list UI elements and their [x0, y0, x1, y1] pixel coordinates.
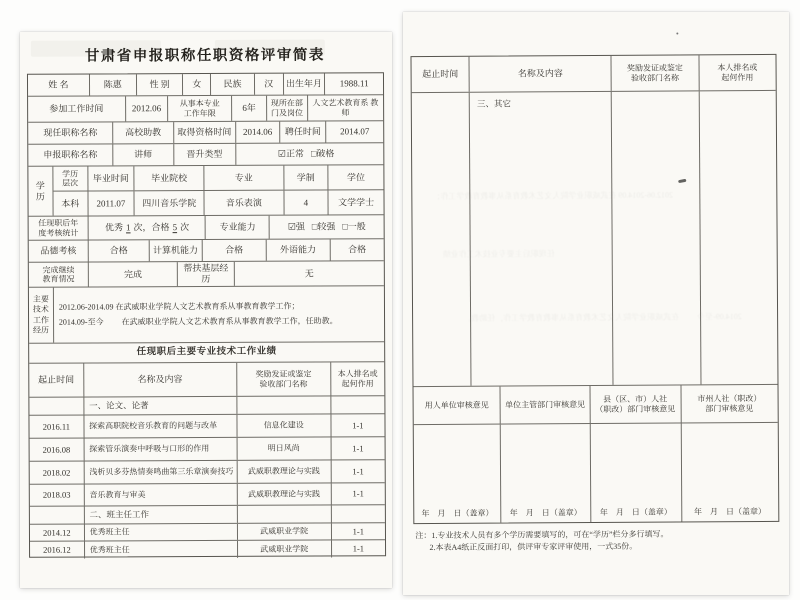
county-hr-stamp-cell: [590, 423, 682, 522]
experience-line-2: 2014.09-至今 在武威职业学院人文艺术教育系从事教育教学工作，任助教。: [58, 315, 338, 327]
ability-options: [270, 215, 384, 238]
achievement-row: [29, 414, 384, 439]
edu-degree-value: 文学学士: [338, 197, 375, 208]
education-grid: [53, 165, 383, 215]
achievement-subheader-row: [30, 505, 385, 525]
work-start-value: 2012.06: [126, 96, 169, 121]
page-right: [403, 12, 789, 595]
grassroots-help-value: 无: [304, 268, 314, 279]
employer-opinion-header: 用人单位审核意见: [414, 387, 502, 425]
achievement-row: [30, 523, 385, 542]
excellent-count: 1: [126, 222, 131, 233]
city-hr-opinion-header: 市州人社（职改） 部门审核意见: [697, 394, 762, 413]
edu-school-header: 毕业院校: [135, 166, 205, 191]
stamp-date-line: 年 月 日（盖章）: [509, 507, 582, 518]
continuation-header-row: [411, 55, 775, 93]
education-block: [28, 165, 383, 217]
ach-rank-cell: [331, 396, 384, 413]
ach-name-cell: 一、论文、论著: [84, 397, 237, 415]
ach-name-cell: 探索管乐演奏中呼吸与口形的作用: [84, 438, 237, 461]
name-label: 姓 名: [28, 75, 90, 96]
ach-name-cell: 音乐教育与审美: [84, 484, 237, 506]
ach-rank-cell: 1-1: [352, 443, 364, 454]
ach-org-cell: 武威职业学院: [238, 523, 332, 539]
assessment-text: 次: [180, 222, 190, 233]
page-left: [20, 32, 392, 588]
ach-rank-header: 本人排名或 起何作用: [717, 63, 758, 82]
ach-rank-cell: 1-1: [352, 488, 364, 499]
stamp-date-line: 年 月 日（盖章）: [693, 506, 767, 516]
edu-level-header: 学历 层次: [53, 167, 88, 192]
row-continuing-education: [29, 261, 384, 288]
assessment-label: 任现职后年 度考核统计: [29, 217, 89, 240]
form-title: 甘肃省申报职称任职资格评审简表: [84, 47, 325, 65]
ach-date-cell: 2018.03: [30, 485, 85, 506]
bleedthrough-text: 2012.06-2014.09 在武威职业学院人文艺术教育系从事教育教学工作；: [432, 190, 674, 201]
years-in-field-value: 6年: [232, 96, 267, 121]
footnote-1: 注：1.专业技术人员有多个学历需要填写的，可在“学历”栏分多行填写。: [415, 529, 669, 541]
ach-rank-cell: 1-1: [352, 420, 364, 431]
hired-date-label: 聘任时间: [280, 121, 326, 142]
ach-date-cell: 2016.12: [30, 542, 85, 559]
footnote-2: 2.本表A4纸正反面打印，供评审专家评审使用，一式35份。: [429, 541, 638, 552]
edu-grad-date-value: 2011.07: [88, 192, 135, 216]
assessment-text: 次，合格: [133, 222, 170, 233]
experience-line-1: 2012.06-2014.09 在武威职业学院人文艺术教育系从事教育教学工作；: [58, 301, 300, 312]
assessment-value: [89, 216, 206, 240]
ach-org-header: 奖励发证或鉴定 验收部门名称: [612, 55, 700, 91]
ach-name-cell: 浅析贝多芬热情奏鸣曲第三乐章演奏技巧: [84, 461, 237, 484]
ach-org-cell: 武威职教理论与实践: [237, 483, 331, 504]
work-start-label: 参加工作时间: [28, 96, 126, 121]
department-label: 现所在部 门及岗位: [267, 96, 308, 121]
row-annual-assessment: [29, 215, 384, 241]
education-data-row: [53, 191, 383, 216]
checkbox-average-unchecked: □一般: [342, 221, 366, 232]
hired-date-value: 2014.07: [340, 126, 370, 137]
checkbox-fairly-strong-unchecked: □较强: [311, 221, 336, 232]
ach-date-cell: 2016.08: [30, 439, 85, 461]
row-achievements-title: [29, 342, 384, 364]
row-other-assessments: [29, 239, 384, 263]
row-work-experience: [29, 286, 384, 344]
moral-value: 合格: [89, 240, 149, 261]
ach-name-cell: 二、班主任工作: [85, 506, 238, 524]
stamp-date-line: 年 月 日（盖章）: [599, 507, 672, 517]
edu-major-value: 音乐表演: [205, 191, 285, 215]
stamp-date-line: 年 月 日（盖章）: [421, 508, 494, 518]
ach-rank-cell: [699, 91, 777, 384]
ach-name-cell: 优秀班主任: [85, 541, 238, 559]
moral-label: 品德考核: [29, 241, 89, 262]
achievement-row: [30, 540, 385, 559]
ach-org-cell: [237, 396, 331, 413]
computer-value: 合格: [203, 240, 267, 261]
ach-date-header: 起止时间: [29, 364, 84, 397]
department-value: 人文艺术教育系 教师: [312, 98, 379, 117]
education-side-label: 学 历: [28, 167, 53, 216]
gender-value: 女: [183, 74, 211, 95]
current-title-label: 现任职称名称: [28, 122, 113, 143]
achievements-header-row: [29, 362, 384, 398]
edu-degree-header: 学位: [346, 172, 366, 183]
employer-stamp-cell: [414, 425, 502, 524]
row-basic-info: [28, 73, 383, 97]
scan-speck: [676, 32, 678, 34]
foreign-language-label: 外语能力: [267, 239, 331, 260]
ethnicity-value: 汉: [255, 74, 284, 95]
edu-school-value: 四川音乐学院: [135, 191, 205, 215]
checkbox-normal-checked: ☑正常: [277, 148, 304, 159]
checkbox-exceptional-unchecked: □破格: [310, 148, 335, 159]
ach-date-header: 起止时间: [411, 57, 469, 92]
ach-date-cell: 2014.12: [30, 525, 85, 541]
name-value: 陈惠: [90, 74, 137, 95]
city-hr-stamp-cell: [681, 423, 778, 522]
continuation-table: [410, 54, 779, 524]
qualified-date-label: 取得资格时间: [174, 122, 236, 143]
ach-date-cell: 2016.11: [29, 416, 84, 438]
achievement-row: [30, 483, 385, 507]
edu-length-header: 学制: [284, 165, 329, 190]
experience-side-label: 主要 技术 工作 经历: [29, 288, 54, 343]
edu-length-value: 4: [284, 191, 329, 215]
education-header-row: [53, 165, 383, 192]
supervisor-dept-opinion-header: 单位主管部门审核意见: [501, 386, 590, 424]
opinion-header-row: [414, 385, 778, 425]
ach-org-cell: 武威职教理论与实践: [237, 460, 331, 482]
footnotes: [415, 528, 775, 553]
grassroots-help-label: 帮扶基层经历: [178, 262, 235, 286]
achievement-row: [30, 437, 385, 462]
form-table: [27, 72, 386, 558]
foreign-language-value: 合格: [348, 244, 367, 255]
achievement-row: [30, 460, 385, 485]
continuing-education-label: 完成继续 教育情况: [29, 263, 89, 287]
ach-org-header: 奖励发证或鉴定 验收部门名称: [237, 362, 331, 395]
birthdate-value: 1988.11: [339, 78, 369, 89]
ability-label: 专业能力: [206, 216, 270, 239]
row-current-title: [28, 121, 383, 145]
ach-rank-cell: 1-1: [352, 466, 364, 477]
ach-org-cell: 明日风尚: [237, 437, 331, 459]
ach-name-header: 名称及内容: [470, 56, 612, 92]
ach-rank-cell: 1-1: [352, 543, 365, 554]
achievement-subheader-row: [29, 396, 384, 416]
edu-major-header: 专业: [204, 166, 284, 191]
row-applied-title: [28, 143, 383, 167]
experience-content: [54, 286, 384, 342]
ach-rank-header: 本人排名或 起何作用: [337, 369, 378, 388]
ach-rank-cell: [332, 505, 385, 522]
bleedthrough-text: 2014.09-至今 在武威职业学院人文艺术教育系从事教育教学工作，任助教。: [463, 312, 742, 323]
applied-title-value: 讲师: [113, 144, 173, 165]
ach-org-cell: [238, 505, 332, 522]
pass-count: 5: [172, 222, 178, 233]
assessment-text: 优秀: [105, 222, 124, 233]
ach-org-cell: [612, 91, 701, 385]
ach-name-header: 名称及内容: [84, 363, 237, 397]
ach-date-cell: [29, 398, 84, 415]
applied-title-label: 申报职称名称: [28, 144, 113, 165]
years-in-field-label: 从事本专业 工作年限: [168, 96, 232, 121]
ethnicity-label: 民族: [211, 74, 255, 95]
supervisor-dept-stamp-cell: [501, 424, 591, 523]
ach-date-cell: [30, 507, 85, 524]
ach-date-cell: 2018.02: [30, 462, 85, 484]
qualified-date-value: 2014.06: [236, 122, 280, 143]
gender-label: 性 别: [137, 74, 184, 95]
current-title-value: 高校助教: [113, 122, 173, 143]
row-work-start: [28, 95, 383, 123]
ach-org-cell: 武威职业学院: [238, 540, 332, 557]
computer-label: 计算机能力: [149, 240, 202, 261]
promotion-type-options: [236, 143, 383, 165]
other-achievements-row: [412, 91, 778, 387]
ach-name-cell: 探索高职院校音乐教育的问题与改革: [84, 415, 237, 438]
ach-date-cell: [412, 93, 472, 386]
ach-rank-cell: 1-1: [352, 526, 365, 537]
edu-level-value: 本科: [53, 192, 88, 216]
promotion-type-label: 晋升类型: [174, 144, 236, 165]
birthdate-label: 出生年月: [284, 73, 326, 94]
county-hr-opinion-header: 县（区、市）人社 （职改）部门审核意见: [590, 385, 681, 423]
opinion-stamp-row: [414, 423, 779, 523]
achievements-section-title: 任现职后主要专业技术工作业绩: [136, 346, 277, 358]
other-section-label: 三、其它: [470, 92, 614, 386]
ach-org-cell: 信息化建设: [237, 414, 331, 436]
edu-grad-date-header: 毕业时间: [88, 166, 135, 191]
bleedthrough-text: 任现职后主要专业技术工作业绩: [442, 249, 555, 259]
checkbox-strong-checked: ☑强: [287, 221, 305, 232]
continuing-education-value: 完成: [89, 262, 178, 286]
ach-name-cell: 优秀班主任: [85, 524, 238, 541]
